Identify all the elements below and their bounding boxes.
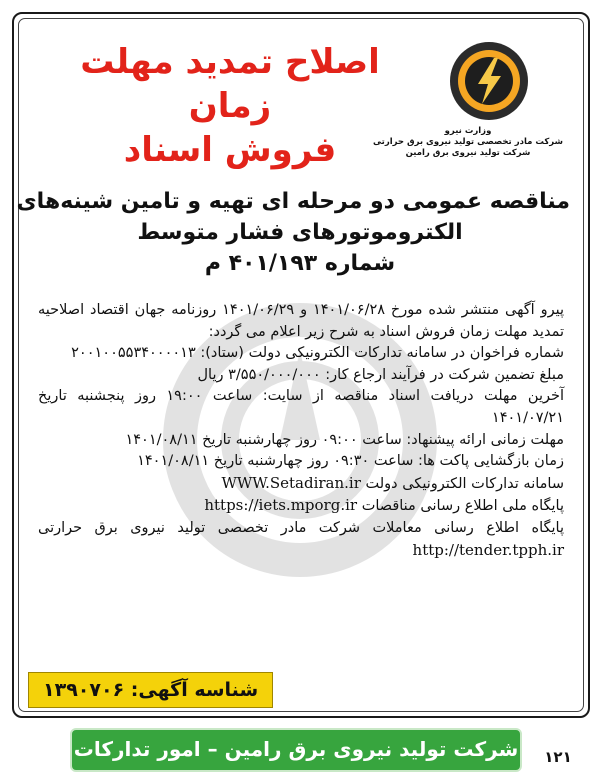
iets-site-label: پایگاه ملی اطلاع رسانی مناقصات: [361, 498, 564, 515]
subject-line-3: شماره ۴۰۱/۱۹۳ م: [204, 251, 396, 276]
intro-paragraph: پیرو آگهی منتشر شده مورخ ۱۴۰۱/۰۶/۲۸ و ۱۴۰۱/۰۶/۲۹ روزنامه جهان اقتصاد اصلاحیه تمدید مهلت زمان فروش اسناد به شرح زیر اعلام می گردد:: [38, 302, 564, 340]
notice-body: [38, 300, 564, 562]
page-number: ۱۲۱: [544, 748, 572, 766]
org-line-3: شرکت تولید نیروی برق رامین: [405, 148, 531, 158]
footer: [0, 722, 600, 778]
tender-subject: [16, 186, 570, 279]
footer-text: شرکت تولید نیروی برق رامین – امور تدارکات: [73, 737, 519, 761]
headline-line-2: فروش اسناد: [123, 130, 337, 170]
org-line-1: وزارت نیرو: [444, 126, 492, 136]
bid-deadline: مهلت زمانی ارائه پیشنهاد: ساعت ۰۹:۰۰ روز چهارشنبه تاریخ ۱۴۰۱/۰۸/۱۱: [125, 431, 564, 448]
ministry-logo-icon: [448, 40, 530, 122]
setad-site-line: [38, 473, 564, 496]
guarantee-amount: مبلغ تضمین شرکت در فرآیند ارجاع کار: ۳/۵۵۰/۰۰۰/۰۰۰ ریال: [197, 366, 564, 383]
ad-id-badge: شناسه آگهی: ۱۳۹۰۷۰۶: [28, 672, 273, 708]
setad-link[interactable]: WWW.Setadiran.ir: [221, 473, 361, 492]
tender-site-line: [38, 518, 564, 562]
subject-line-1: مناقصه عمومی دو مرحله ای تهیه و تامین شینه‌های: [16, 189, 570, 214]
headline-line-1: اصلاح تمدید مهلت زمان: [80, 42, 380, 126]
opening-time: زمان بازگشایی پاکت ها: ساعت ۰۹:۳۰ روز چهارشنبه تاریخ ۱۴۰۱/۰۸/۱۱: [137, 453, 564, 470]
tender-link[interactable]: http://tender.tpph.ir: [412, 540, 564, 559]
iets-site-line: [38, 495, 564, 518]
iets-link[interactable]: https://iets.mporg.ir: [204, 496, 358, 515]
headline: [40, 40, 420, 172]
setad-number: شماره فراخوان در سامانه تدارکات الکترونیکی دولت (ستاد): ۲۰۰۱۰۰۵۵۳۴۰۰۰۰۱۳: [71, 345, 564, 362]
subject-line-2: الکتروموتورهای فشار متوسط: [137, 220, 463, 245]
setad-site-label: سامانه تدارکات الکترونیکی دولت: [365, 475, 564, 492]
document-deadline: آخرین مهلت دریافت اسناد مناقصه از سایت: ساعت ۱۹:۰۰ روز پنجشنبه تاریخ ۱۴۰۱/۰۷/۲۱: [38, 388, 564, 426]
tender-site-label: پایگاه اطلاع رسانی معاملات شرکت مادر تخصصی تولید نیروی برق حرارتی: [38, 519, 564, 536]
org-line-2: شرکت مادر تخصصی تولید نیروی برق حرارتی: [373, 137, 563, 147]
organization-block: [368, 126, 568, 159]
